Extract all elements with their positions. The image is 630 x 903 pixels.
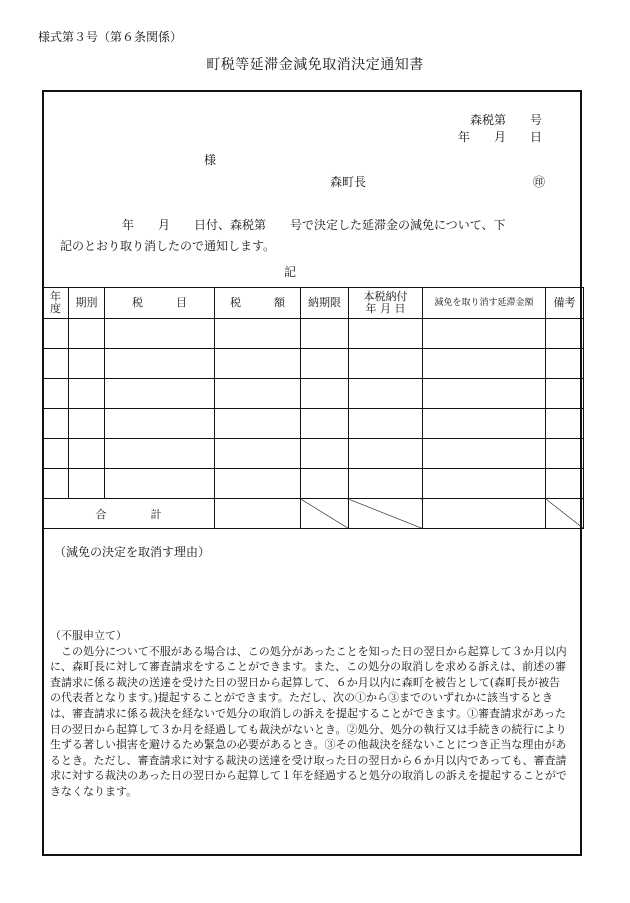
header-tax-item: 税 目 [105,288,215,319]
table-cell [546,349,584,379]
table-cell [215,409,301,439]
table-row [43,409,584,439]
table-cell [423,319,546,349]
table-cell [349,469,423,499]
table-cell [43,409,69,439]
table-cell [69,319,105,349]
table-cell [546,469,584,499]
table-cell [215,319,301,349]
table-cell [69,469,105,499]
table-cell [301,469,349,499]
table-cell [423,379,546,409]
table-cell [546,379,584,409]
table-cell [301,409,349,439]
seal-mark: ㊞ [533,175,546,189]
table-cell [349,319,423,349]
ki-label: 記 [284,265,297,279]
total-cancel-amount [423,499,546,529]
header-paid-date: 本税納付 年 月 日 [349,288,423,319]
header-due-date: 納期限 [301,288,349,319]
table-row [43,349,584,379]
table-cell [349,439,423,469]
total-paid-date-blank [349,499,423,529]
table-cell [546,439,584,469]
table-cell [301,349,349,379]
table-cell [215,469,301,499]
table-cell [69,409,105,439]
table-cell [423,349,546,379]
table-cell [105,319,215,349]
form-number: 様式第３号（第６条関係） [38,30,183,44]
objection-section [50,628,568,800]
table-cell [423,469,546,499]
header-period: 期別 [69,288,105,319]
notice-body-line2: 記のとおり取り消したので通知します。 [60,239,276,253]
total-remarks-blank [546,499,584,529]
document-title: 町税等延滞金減免取消決定通知書 [206,57,424,73]
table-cell [43,439,69,469]
table-row [43,379,584,409]
addressee-suffix: 様 [204,153,217,167]
reason-label: （減免の決定を取消す理由） [54,545,211,559]
table-cell [546,319,584,349]
table-cell [349,409,423,439]
header-tax-amount: 税 額 [215,288,301,319]
table-cell [423,439,546,469]
reference-number: 森税第 号 [470,113,543,127]
table-cell [423,409,546,439]
header-remarks: 備考 [546,288,584,319]
tax-table [42,287,584,529]
table-cell [215,439,301,469]
total-tax-amount [215,499,301,529]
objection-heading: （不服申立て） [50,629,127,642]
table-cell [349,379,423,409]
table-cell [69,349,105,379]
header-year: 年 度 [43,288,69,319]
table-cell [105,439,215,469]
total-label: 合 計 [43,499,215,529]
table-cell [215,349,301,379]
table-cell [105,349,215,379]
table-cell [43,379,69,409]
table-cell [105,409,215,439]
objection-body: この処分について不服がある場合は、この処分があったことを知った日の翌日から起算して３か月以内に、森町長に対して審査請求をすることができます。また、この処分の取消しを求める訴えは、前述の審査請求に係る裁決の送達を受けた日の翌日から起算して、６か月以内に森町を被告として(森町長が被告の代表者となります。)提起することができます。ただし、次の①から③までのいずれかに該当するときは、審査請求に係る裁決を経ないで処分の取消しの訴えを提起することができます。①審査請求があった日の翌日から起算して３か月を経過しても裁決がないとき。②処分、処分の執行又は手続きの続行により生ずる著しい損害を避けるため緊急の必要があるとき。③その他裁決を経ないことにつき正当な理由があるとき。ただし、審査請求に対する裁決の送達を受け取った日の翌日から６か月以内であっても、審査請求に対する裁決のあった日の翌日から起算して１年を経過すると処分の取消しの訴えを提起することができなくなります。 [50,644,567,798]
table-cell [43,469,69,499]
table-row [43,319,584,349]
table-cell [349,349,423,379]
issue-date: 年 月 日 [458,130,543,144]
table-cell [43,349,69,379]
table-row [43,469,584,499]
table-cell [69,439,105,469]
table-cell [69,379,105,409]
table-cell [301,319,349,349]
notice-body-line1: 年 月 日付、森税第 号で決定した延滞金の減免について、下 [122,218,506,232]
table-cell [215,379,301,409]
table-header-row [43,288,584,319]
table-cell [301,379,349,409]
table-cell [105,379,215,409]
table-cell [546,409,584,439]
total-due-date-blank [301,499,349,529]
table-cell [301,439,349,469]
total-row [43,499,584,529]
header-cancel-amount: 減免を取り消す延滞金額 [423,288,546,319]
table-row [43,439,584,469]
table-cell [105,469,215,499]
table-cell [43,319,69,349]
issuer-name: 森町長 [330,175,367,189]
